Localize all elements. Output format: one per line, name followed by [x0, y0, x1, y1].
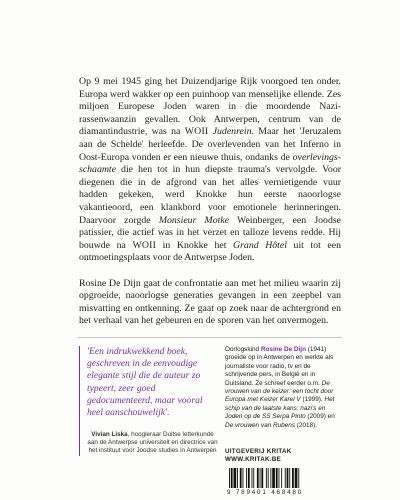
barcode-bar: [231, 468, 233, 488]
barcode-bar: [234, 468, 237, 488]
barcode-bar: [237, 468, 238, 488]
barcode-bar: [268, 468, 269, 488]
barcode-icon: [227, 468, 327, 488]
barcode-bar: [229, 468, 230, 488]
barcode-bar: [276, 468, 278, 488]
author-name: Rosine De Dijn: [260, 346, 306, 353]
text-run: (2009) en: [305, 413, 335, 421]
publisher-name: UITGEVERIJ KRITAK: [225, 448, 292, 455]
isbn-number: 9 789401 468480: [227, 489, 304, 496]
text-run: Grand Hôtel: [233, 239, 287, 251]
barcode-bar: [260, 468, 261, 488]
barcode-bar: [289, 468, 290, 488]
barcode-bar: [281, 468, 282, 488]
barcode-bar: [257, 468, 259, 488]
text-run: (1999),: [300, 396, 325, 404]
blurb-paragraph-2: Rosine De Dijn gaat de confrontatie aan met het milieu waarin zij opgroeide, naoorlogse generaties gevangen in een zeepbel van misvatting en ontkenning. Ze gaat op zoek naar de achtergrond en het verhaal van het gebeuren en de sporen van het onvermogen.: [79, 277, 341, 327]
quote-author-name: Vivian Liska: [91, 431, 128, 439]
text-run: . Maar het 'Jeruzalem aan de Schelde' herleefde. De overlevenden van het Inferno in Oost-Europa vonden er een nieuwe thuis, ondanks de: [79, 126, 341, 163]
author-bio: [225, 346, 343, 430]
book-title: De vrouwen van Rubens: [225, 421, 295, 429]
text-run: uit tot een ontmoetingsplaats voor de Antwerpse Joden.: [79, 239, 341, 264]
barcode-bar: [272, 468, 275, 488]
text-run: (2018).: [294, 421, 318, 429]
quote-text: 'Een indrukwekkend boek, geschreven in de eenvoudige elegante stijl die de auteur zo typeert, zeer goed gedocumenteerd, maar vooral heel aanschouwelijk'.: [87, 346, 203, 419]
text-run: Judenrein: [212, 126, 252, 138]
text-run: WOII: [132, 239, 157, 251]
barcode-bar: [248, 468, 250, 488]
text-run: Oorlogskind: [225, 346, 261, 353]
barcode-bar: [246, 468, 247, 488]
book-title: De vrouwen van de keizer: een tocht door Europa met Keizer Karel V: [225, 379, 334, 404]
barcode-bar: [261, 468, 263, 488]
isbn-barcode: [227, 468, 327, 496]
barcode-bar: [270, 468, 271, 488]
barcode-bar: [240, 468, 242, 488]
text-run: Weinberger, een Joodse patissier, die actief was in het verzet en talloze levens redde. Hij bouwde na: [79, 214, 341, 251]
barcode-bar: [243, 468, 244, 488]
barcode-bar: [253, 468, 254, 488]
text-run: in Knokke het: [156, 239, 234, 251]
quote-attribution: [87, 431, 218, 455]
publisher-info: [225, 448, 343, 464]
barcode-bar: [298, 468, 299, 488]
publisher-website: WWW.KRITAK.BE: [225, 456, 282, 463]
text-run: die hen tot in hun diepste trauma's vervolgde. Voor diegenen die in de afgrond van het alles vernietigende vuur hadden gekeken, werd Knokke hun eerste naoorlogse vakantieoord, een klankbord voor emotionele herinneringen. Daarvoor zorgde: [79, 164, 341, 226]
text-run: Monsieur Motke: [158, 214, 230, 226]
review-quote: [79, 346, 218, 456]
text-run: (1941) groeide op in Antwerpen en werkte als journaliste voor radio, tv en de schrijvende pers, in België en in Duitsland. Ze schreef eerder o.m.: [225, 346, 334, 387]
barcode-bar: [287, 468, 289, 488]
barcode-bar: [252, 468, 253, 488]
text-run: Op 9 mei 1945 ging het Duizendjarige Rijk voorgoed ten onder. Europa werd wakker op een puinhoop van menselijke ellende. Zes miljoen Europese Joden waren in die moordende Nazi-rassenwaanzin gevallen. Ook Antwerpen, centrum van de diamantindustrie, was na: [79, 76, 341, 138]
book-title: Het schip van de laatste kans: nazi's en Joden op de SS Serpa Pinto: [225, 396, 335, 421]
barcode-bar: [295, 468, 298, 488]
quote-author-role: , hoogleraar Duitse letterkunde aan de Antwerpse universiteit en directrice van het instituut voor Joodse studies in Antwerpen: [87, 431, 218, 455]
barcode-bar: [292, 468, 294, 488]
blurb-paragraph-1: [79, 76, 341, 265]
barcode-bar: [279, 468, 280, 488]
back-cover-blurb: [79, 76, 341, 328]
barcode-bar: [285, 468, 286, 488]
barcode-bar: [266, 468, 267, 488]
divider-line: [78, 337, 342, 338]
text-run: overlevings-schaamte: [79, 151, 341, 176]
text-run: WOII: [184, 126, 209, 138]
